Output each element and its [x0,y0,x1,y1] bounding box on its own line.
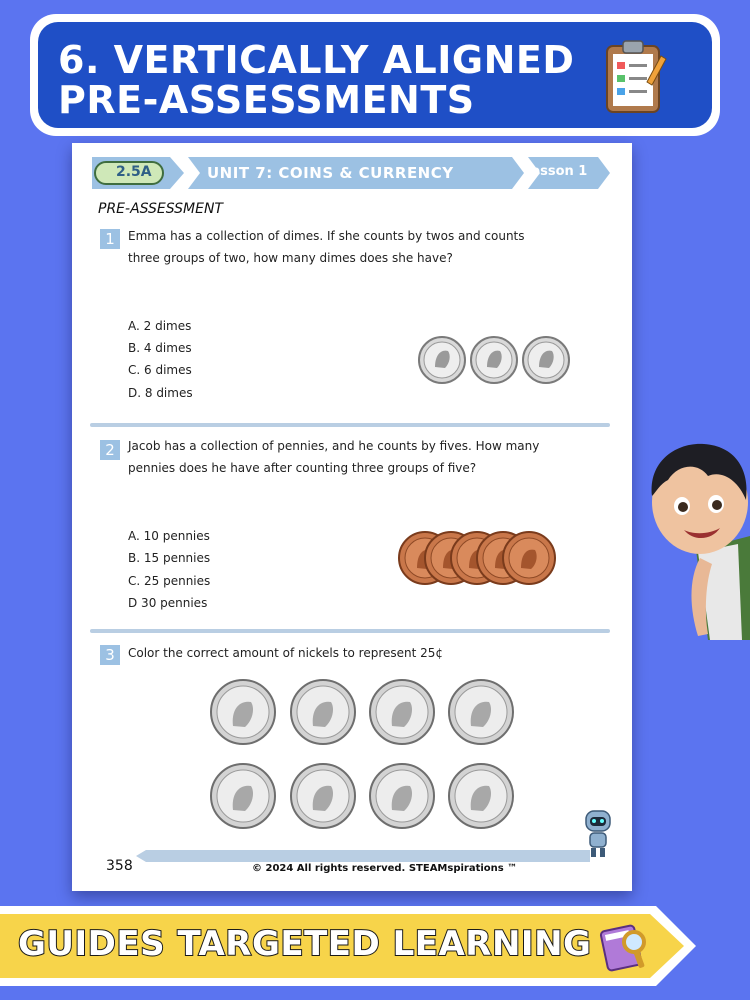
banner-title-line1: 6. VERTICALLY ALIGNED [58,38,575,82]
lesson-label: Lesson 1 [523,164,588,179]
standard-label: 2.5A [116,164,152,180]
unit-title: UNIT 7: COINS & CURRENCY [207,164,454,182]
boy-character-illustration [638,440,750,640]
top-banner [30,14,720,136]
question-number: 2 [100,440,120,460]
answer-option-d[interactable]: D. 8 dimes [128,386,193,400]
magnifier-book-icon [598,918,654,974]
dime-coin-icon [469,335,519,385]
copyright-text: © 2024 All rights reserved. STEAMspirations ™ [252,863,518,874]
question-divider [90,423,610,427]
footer-bar [136,850,590,862]
answer-option-b[interactable]: B. 4 dimes [128,341,192,355]
top-banner-inner [38,22,712,128]
question-number: 1 [100,229,120,249]
nickel-coin-icon[interactable] [447,762,515,830]
answer-option-b[interactable]: B. 15 pennies [128,551,211,565]
question-divider [90,629,610,633]
nickel-coin-icon[interactable] [368,678,436,746]
worksheet-page [72,143,632,891]
question-text-line2: pennies does he have after counting three groups of five? [128,461,477,475]
nickel-coin-icon[interactable] [209,678,277,746]
question-text: Color the correct amount of nickels to represent 25¢ [128,646,444,660]
banner-title [58,40,578,120]
question-text-line1: Emma has a collection of dimes. If she counts by twos and counts [128,229,525,243]
section-title: PRE-ASSESSMENT [98,201,223,217]
question-text [128,225,525,269]
dime-coin-icon [521,335,571,385]
answer-option-d[interactable]: D 30 pennies [128,596,208,610]
question-text [128,435,539,479]
answer-option-c[interactable]: C. 6 dimes [128,363,192,377]
question-text-line1: Jacob has a collection of pennies, and he counts by fives. How many [128,439,540,453]
page-number: 358 [106,858,133,874]
nickel-coin-icon[interactable] [447,678,515,746]
question-text-line2: three groups of two, how many dimes does she have? [128,251,453,265]
dime-coin-icon [417,335,467,385]
nickel-coin-icon[interactable] [209,762,277,830]
question-number: 3 [100,645,120,665]
bottom-banner-text: GUIDES TARGETED LEARNING [18,924,592,964]
answer-option-a[interactable]: A. 2 dimes [128,319,192,333]
nickel-coin-icon[interactable] [368,762,436,830]
answer-option-c[interactable]: C. 25 pennies [128,574,211,588]
nickel-coin-icon[interactable] [289,678,357,746]
clipboard-checklist-icon [603,38,667,114]
banner-title-line2: PRE-ASSESSMENTS [58,78,475,122]
nickel-coin-icon[interactable] [289,762,357,830]
answer-option-a[interactable]: A. 10 pennies [128,529,210,543]
penny-coin-icon [501,530,557,586]
